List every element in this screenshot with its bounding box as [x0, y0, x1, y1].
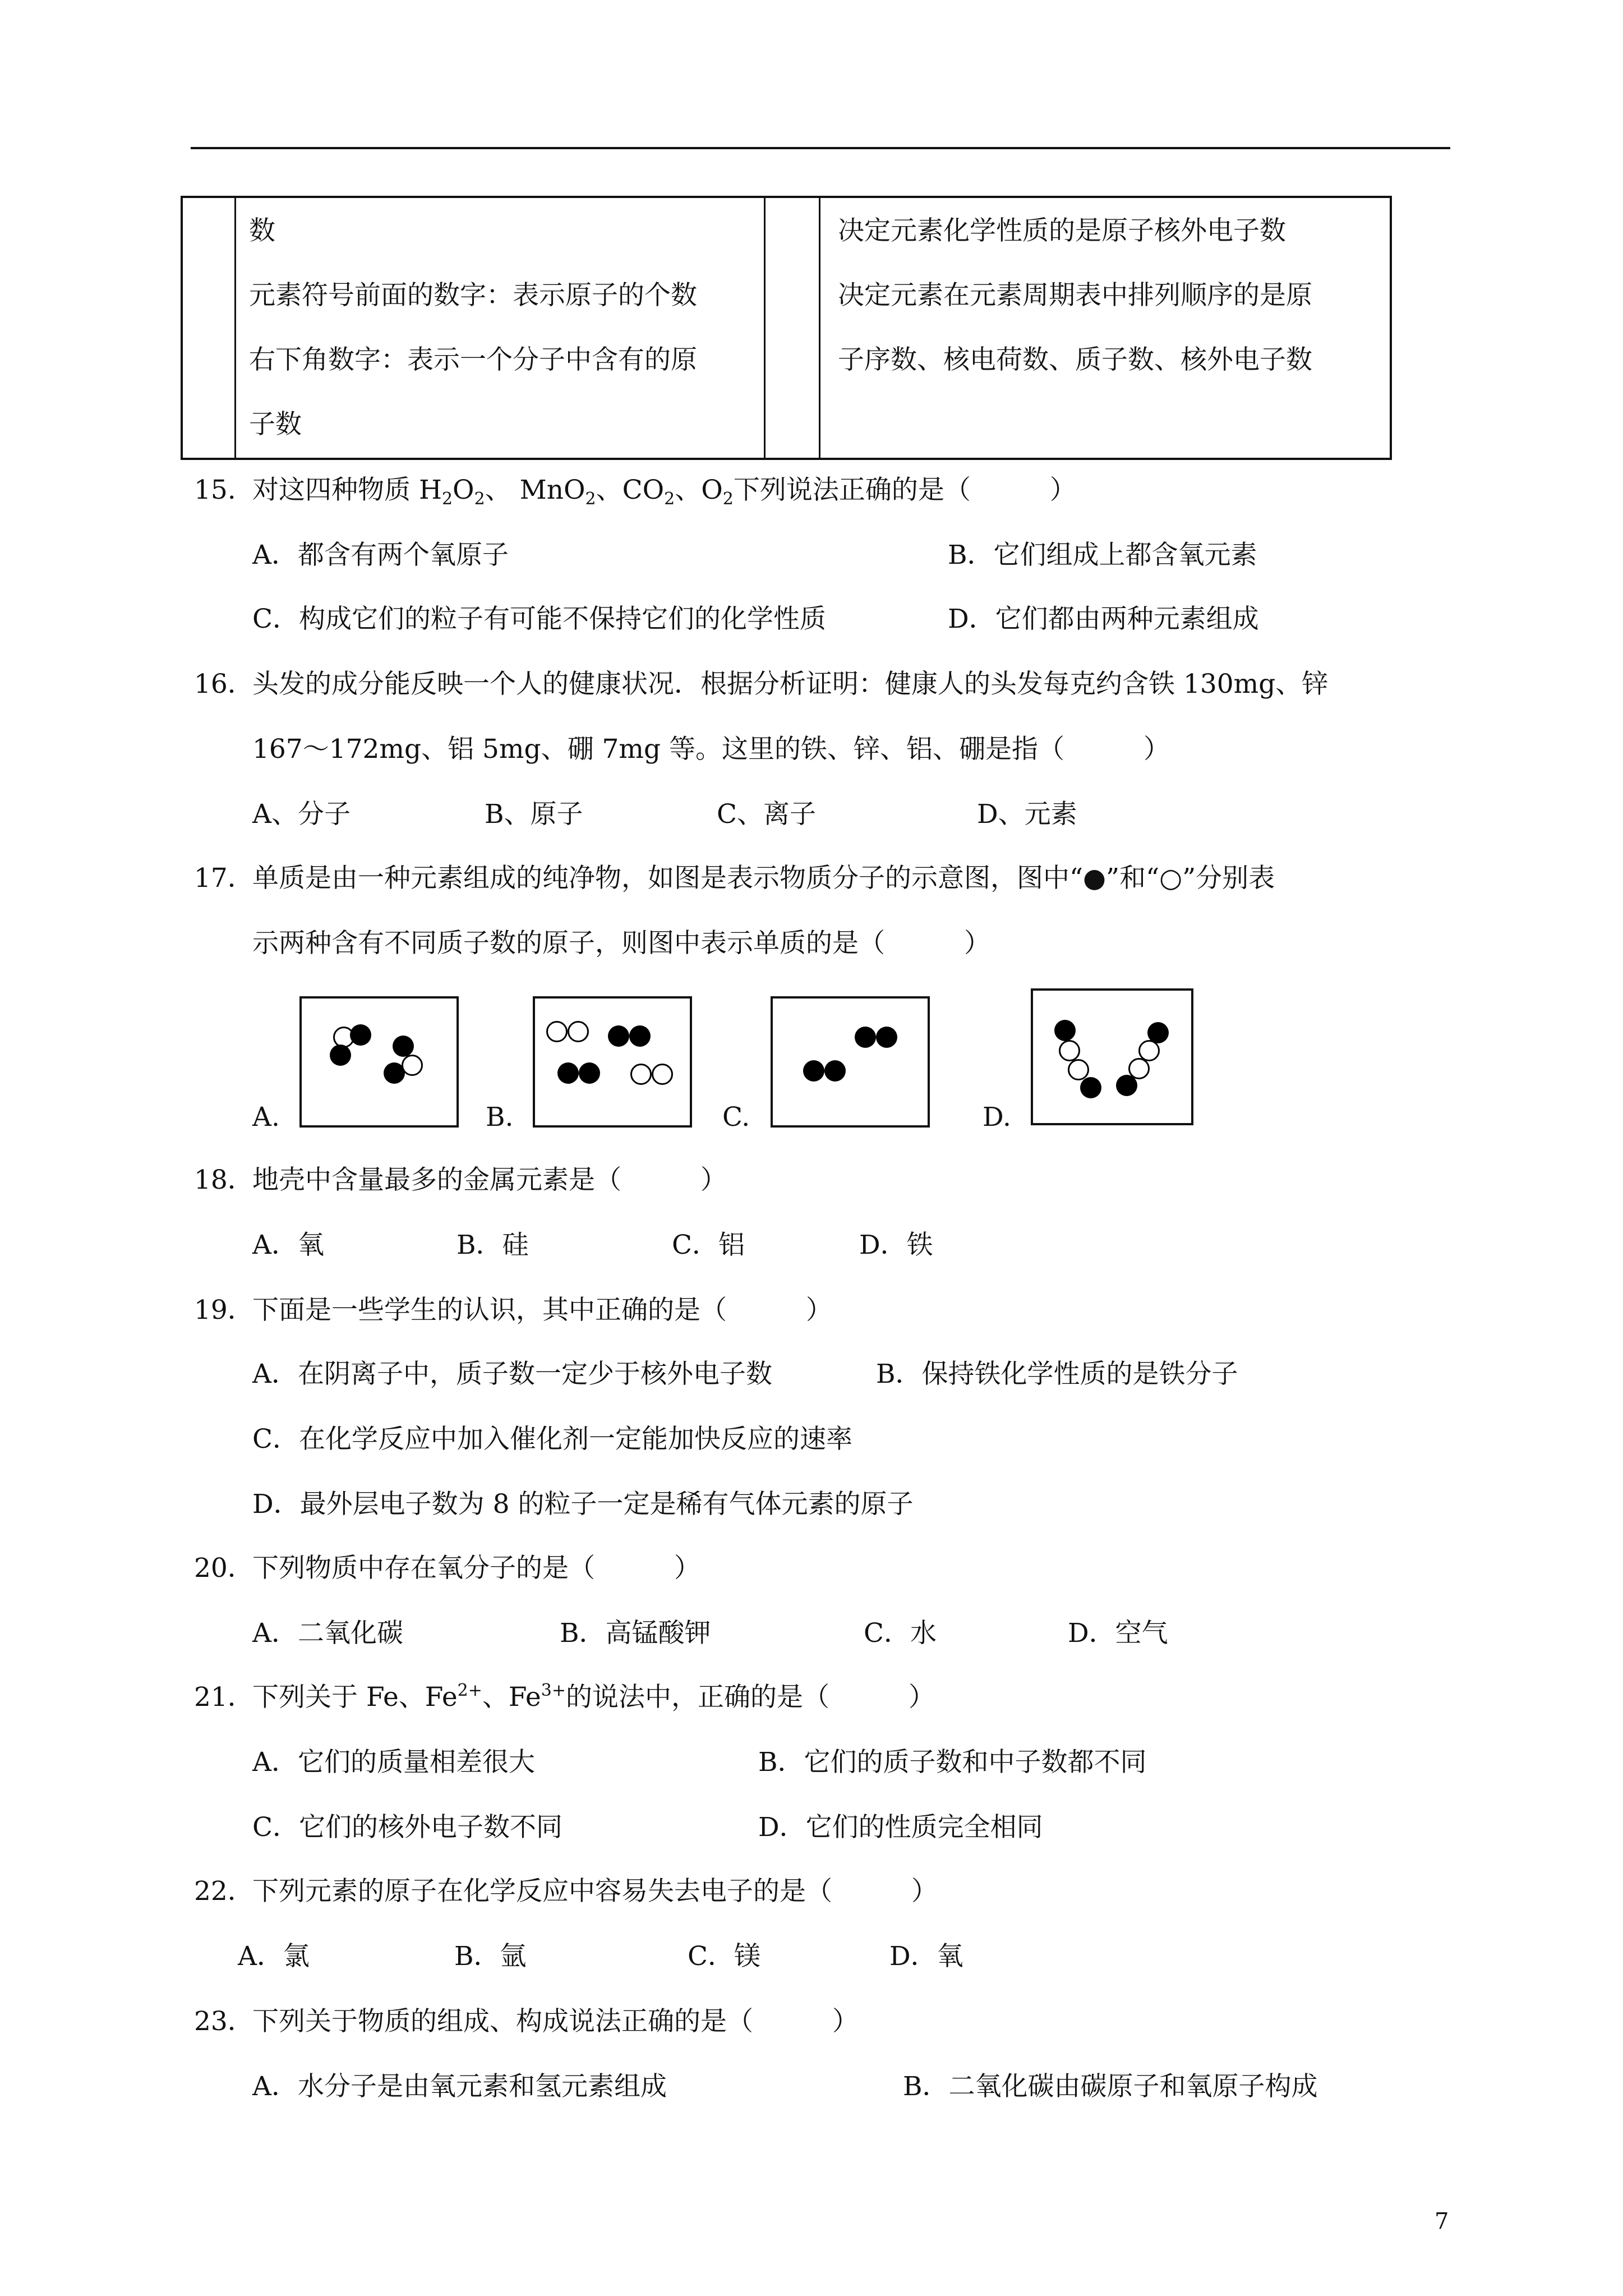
question-17-option-d-label: D. [983, 1102, 1011, 1133]
question-15-option-a: A．都含有两个氧原子 [252, 540, 509, 570]
question-20-option-a: A．二氧化碳 [252, 1618, 403, 1649]
atom-solid [350, 1024, 371, 1046]
question-16-line2: 167～172mg、铝 5mg、硼 7mg 等。这里的铁、锌、铝、硼是指（ ） [252, 734, 1170, 765]
question-21-option-c: C．它们的核外电子数不同 [252, 1812, 562, 1843]
atom-solid [629, 1025, 651, 1047]
question-17-option-c-label: C. [722, 1102, 750, 1133]
molecule-diagram-b [533, 996, 692, 1128]
question-21-option-d: D．它们的性质完全相同 [758, 1812, 1043, 1843]
question-16-option-d: D、元素 [977, 799, 1077, 830]
question-16-number: 16． [194, 669, 254, 700]
atom-hollow [1128, 1058, 1150, 1079]
atom-hollow [652, 1064, 673, 1085]
question-19-option-b: B．保持铁化学性质的是铁分子 [876, 1359, 1238, 1389]
question-21-option-a: A．它们的质量相差很大 [252, 1747, 535, 1778]
question-22-option-d: D．氧 [889, 1941, 963, 1972]
question-17-option-b-label: B. [486, 1102, 514, 1133]
table-divider [819, 198, 820, 458]
question-16-line1: 头发的成分能反映一个人的健康状况．根据分析证明：健康人的头发每克约含铁 130mg、锌 [252, 669, 1329, 700]
question-16-option-a: A、分子 [252, 799, 351, 830]
question-16-option-b: B、原子 [485, 799, 583, 830]
question-15-number: 15. [194, 475, 236, 505]
question-21-number: 21． [194, 1682, 254, 1713]
question-18-option-c: C．铝 [672, 1230, 745, 1260]
question-21-option-b: B．它们的质子数和中子数都不同 [758, 1747, 1147, 1778]
table-left-line: 数 [249, 215, 275, 246]
atom-solid [579, 1062, 600, 1084]
question-23-option-a: A．水分子是由氧元素和氢元素组成 [252, 2071, 667, 2102]
question-23-number: 23． [194, 2006, 254, 2037]
atom-hollow [1059, 1040, 1080, 1061]
question-23-stem: 下列关于物质的组成、构成说法正确的是（ ） [252, 2006, 859, 2037]
question-20-option-c: C．水 [864, 1618, 937, 1649]
question-17-number: 17． [194, 863, 254, 894]
question-19-option-d: D．最外层电子数为 8 的粒子一定是稀有气体元素的原子 [252, 1489, 914, 1520]
question-15-option-c: C．构成它们的粒子有可能不保持它们的化学性质 [252, 604, 826, 634]
table-right-line: 决定元素在元素周期表中排列顺序的是原 [838, 280, 1312, 311]
atom-solid [1147, 1022, 1169, 1043]
atom-solid [608, 1025, 629, 1047]
atom-solid [824, 1060, 846, 1082]
question-19-option-c: C．在化学反应中加入催化剂一定能加快反应的速率 [252, 1424, 852, 1455]
question-18-option-d: D．铁 [859, 1230, 933, 1260]
question-22-option-c: C．镁 [688, 1941, 760, 1972]
atom-solid [876, 1027, 897, 1048]
question-22-option-a: A．氯 [238, 1941, 310, 1972]
question-21-stem: 下列关于 Fe、$Fe^{2+}$、$Fe^{3+}$的说法中，正确的是（ ） [252, 1681, 935, 1713]
atom-solid [384, 1062, 405, 1084]
atom-hollow [568, 1021, 589, 1042]
question-20-stem: 下列物质中存在氧分子的是（ ） [252, 1553, 700, 1584]
question-17-line1: 单质是由一种元素组成的纯净物，如图是表示物质分子的示意图，图中“●”和“○”分别表 [252, 863, 1275, 894]
question-17-option-a-label: A. [252, 1102, 280, 1133]
question-19-number: 19． [194, 1295, 254, 1326]
molecule-diagram-d [1031, 988, 1193, 1125]
table-left-line: 元素符号前面的数字：表示原子的个数 [249, 280, 697, 311]
table-right-line: 子序数、核电荷数、质子数、核外电子数 [838, 344, 1312, 375]
atom-solid [557, 1062, 579, 1084]
comparison-table [181, 196, 1392, 460]
question-18-number: 18． [194, 1165, 254, 1195]
atom-solid [855, 1027, 876, 1048]
table-divider [764, 198, 766, 458]
table-left-line: 右下角数字：表示一个分子中含有的原 [249, 344, 697, 375]
atom-solid [1080, 1077, 1101, 1098]
question-15-option-d: D．它们都由两种元素组成 [948, 604, 1259, 634]
question-15-option-b: B．它们组成上都含氧元素 [948, 540, 1257, 570]
atom-hollow [546, 1021, 568, 1042]
question-20-number: 20． [194, 1553, 254, 1584]
atom-solid [803, 1060, 824, 1082]
molecule-diagram-c [771, 996, 930, 1128]
question-23-option-b: B．二氧化碳由碳原子和氧原子构成 [903, 2071, 1318, 2102]
question-17-line2: 示两种含有不同质子数的原子，则图中表示单质的是（ ） [252, 928, 990, 959]
question-20-option-d: D．空气 [1068, 1618, 1168, 1649]
atom-hollow [630, 1064, 652, 1085]
page-number: 7 [1435, 2208, 1449, 2234]
table-divider [234, 198, 236, 458]
atom-solid [330, 1045, 351, 1066]
atom-solid [393, 1036, 414, 1057]
question-19-stem: 下面是一些学生的认识，其中正确的是（ ） [252, 1295, 832, 1326]
question-20-option-b: B．高锰酸钾 [560, 1618, 711, 1649]
question-16-option-c: C、离子 [717, 799, 816, 830]
question-18-option-a: A．氧 [252, 1230, 324, 1260]
question-22-number: 22． [194, 1876, 254, 1907]
molecule-diagram-a [299, 996, 459, 1128]
header-rule [191, 147, 1450, 149]
question-22-option-b: B．氩 [454, 1941, 527, 1972]
question-22-stem: 下列元素的原子在化学反应中容易失去电子的是（ ） [252, 1876, 938, 1907]
question-18-option-b: B．硅 [457, 1230, 529, 1260]
question-19-option-a: A．在阴离子中，质子数一定少于核外电子数 [252, 1359, 772, 1389]
atom-hollow [1068, 1059, 1089, 1080]
question-18-stem: 地壳中含量最多的金属元素是（ ） [252, 1165, 727, 1195]
question-15-stem: 对这四种物质 $H_2O_2$、 MnO$_2$、$CO_2$、$O_2$下列说法正确的是（ ） [252, 475, 1076, 509]
atom-solid [1054, 1020, 1076, 1041]
table-left-line: 子数 [249, 409, 302, 440]
table-right-line: 决定元素化学性质的是原子核外电子数 [838, 215, 1286, 246]
